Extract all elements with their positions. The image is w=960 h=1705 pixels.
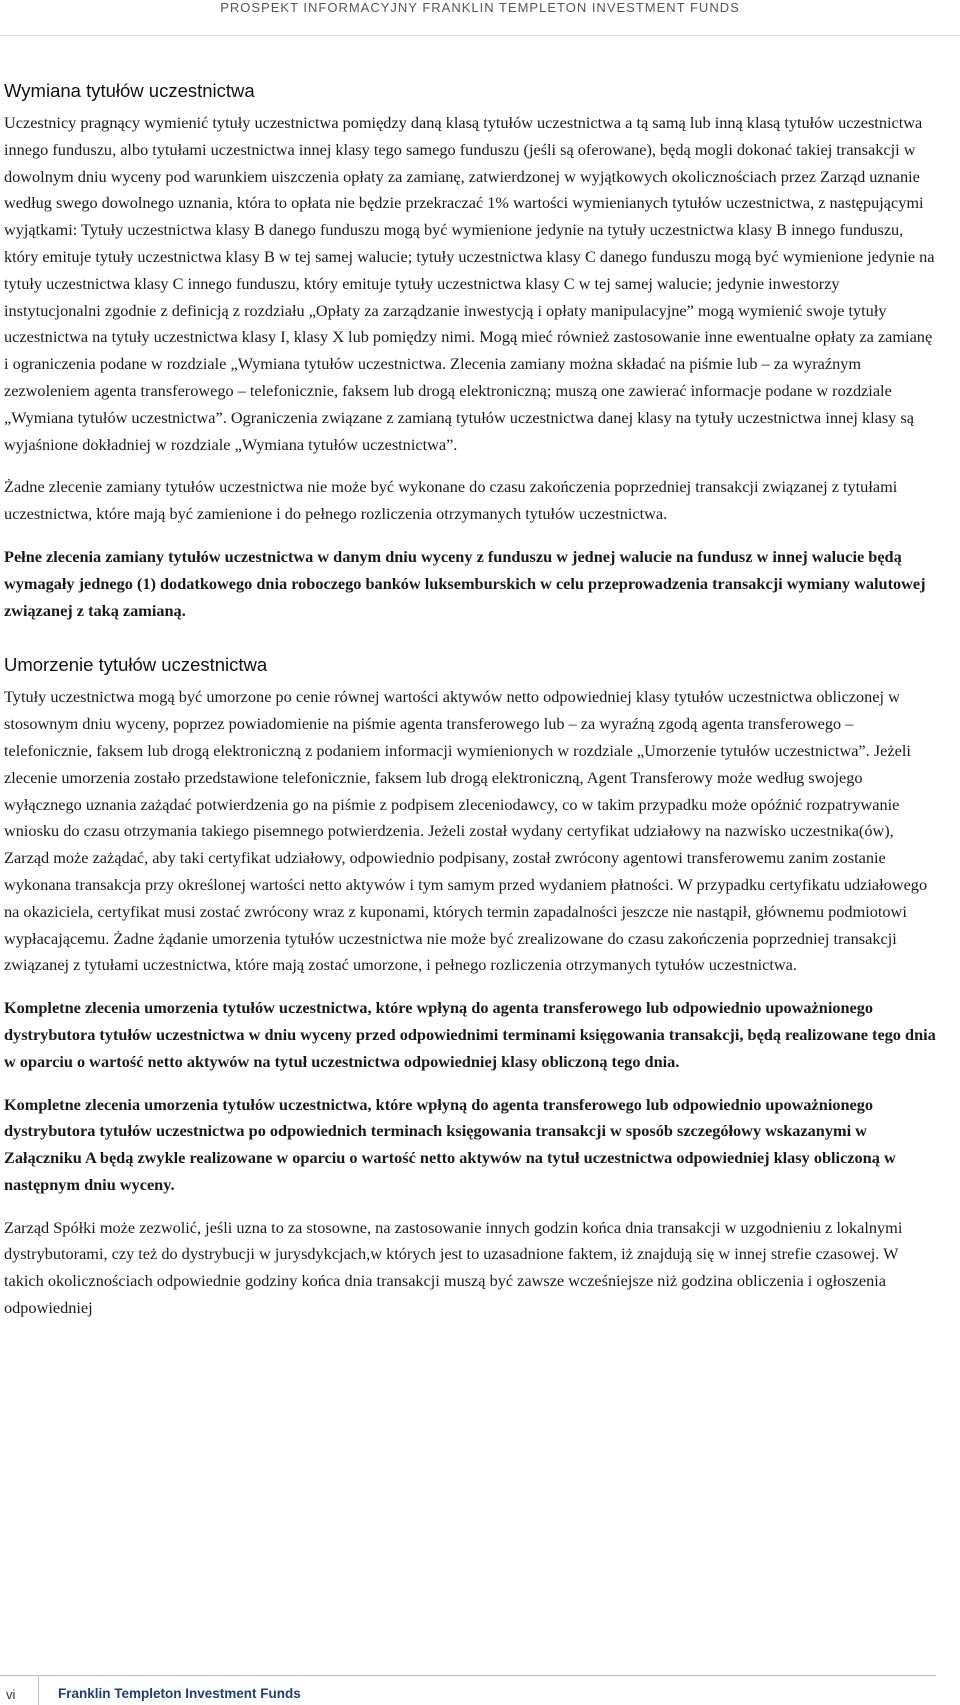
paragraph-redemption-after-cutoff: Kompletne zlecenia umorzenia tytułów uczestnictwa, które wpłyną do agenta transferowego lub odpowiednio upoważnionego dystrybutora tytułów uczestnictwa po odpowiednich terminach księgowania transakcji w sposób szczegółowy wskazanymi w Załączniku A będą zwykle realizowane w oparciu o wartość netto aktywów na tytuł uczestnictwa odpowiedniej klasy obliczoną w następnym dniu wyceny.: [4, 1094, 896, 1194]
footer-separator: [38, 1675, 39, 1705]
paragraph-exchange-conditions: Uczestnicy pragnący wymienić tytuły uczestnictwa pomiędzy daną klasą tytułów uczestnictwa a tą samą lub inną klasą tytułów uczestnictwa innego funduszu, albo tytułami uczestnictwa innej klasy tego samego funduszu (jeśli są oferowane), będą mogli dokonać takiej transakcji w dowolnym dniu wyceny pod warunkiem uiszczenia opłaty za zamianę, zatwierdzonej w wyjątkowych okolicznościach przez Zarząd uznanie według swego dowolnego uznania, która to opłata nie będzie przekraczać 1% wartości wymienianych tytułów uczestnictwa, z następującymi wyjątkami: Tytuły uczestnictwa klasy B danego funduszu mogą być wymienione jedynie na tytuły uczestnictwa klasy B innego funduszu, który emituje tytuły uczestnictwa klasy B w tej samej walucie; tytuły uczestnictwa klasy C danego funduszu mogą być wymienione jedynie na tytuły uczestnictwa klasy C innego funduszu, który emituje tytuły uczestnictwa klasy C w tej samej walucie; jedynie inwestorzy instytucjonalni zgodnie z definicją z rozdziału „Opłaty za zarządzanie inwestycją i opłaty manipulacyjne” mogą wymienić swoje tytuły uczestnictwa na tytuły uczestnictwa klasy I, klasy X lub pomiędzy nimi. Mogą mieć również zastosowanie inne ewentualne opłaty za zamianę i ograniczenia podane w rozdziale „Wymiana tytułów uczestnictwa. Zlecenia zamiany można składać na piśmie lub – za wyraźnym zezwoleniem agenta transferowego – telefonicznie, faksem lub drogą elektroniczną; muszą one zawierać informacje podane w rozdziale „Wymiana tytułów uczestnictwa”. Ograniczenia związane z zamianą tytułów uczestnictwa danej klasy na tytuły uczestnictwa innej klasy są wyjaśnione dokładniej w rozdziale „Wymiana tytułów uczestnictwa”.: [4, 113, 935, 454]
paragraph-exchange-currency: Pełne zlecenia zamiany tytułów uczestnictwa w danym dniu wyceny z funduszu w jednej walucie na fundusz w innej walucie będą wymagały jednego (1) dodatkowego dnia roboczego banków luksemburskich w celu przeprowadzenia transakcji wymiany walutowej związanej z taką zamianą.: [4, 546, 926, 620]
paragraph-exchange-pending: Żadne zlecenie zamiany tytułów uczestnictwa nie może być wykonane do czasu zakończenia poprzedniej transakcji związanej z tytułami uczestnictwa, które mają być zamienione i do pełnego rozliczenia otrzymanych tytułów uczestnictwa.: [4, 477, 898, 524]
section-heading-exchange: Wymiana tytułów uczestnictwa: [4, 80, 255, 101]
section-heading-redemption: Umorzenie tytułów uczestnictwa: [4, 654, 268, 676]
footer-brand: Franklin Templeton Investment Funds: [58, 1686, 301, 1701]
paragraph-redemption-other-hours: Zarząd Spółki może zezwolić, jeśli uzna to za stosowne, na zastosowanie innych godzin końca dnia transakcji w uzgodnieniu z lokalnymi dystrybutorami, czy też do dystrybucji w jurysdykcjach,w których jest to uzasadnione faktem, iż znajdują się w innej strefie czasowej. W takich okolicznościach odpowiednie godziny końca dnia transakcji muszą być zawsze wcześniejsze niż godzina obliczenia i ogłoszenia odpowiedniej: [4, 1217, 903, 1318]
paragraph-redemption-before-cutoff: Kompletne zlecenia umorzenia tytułów uczestnictwa, które wpłyną do agenta transferowego lub odpowiednio upoważnionego dystrybutora tytułów uczestnictwa w dniu wyceny przed odpowiednimi terminami księgowania transakcji, będą realizowane tego dnia w oparciu o wartość netto aktywów na tytuł uczestnictwa odpowiedniej klasy obliczoną tego dnia.: [4, 998, 936, 1071]
page-body: [4, 80, 936, 1338]
running-header-title: PROSPEKT INFORMACYJNY FRANKLIN TEMPLETON INVESTMENT FUNDS: [220, 0, 740, 15]
paragraph-redemption-conditions: Tytuły uczestnictwa mogą być umorzone po cenie równej wartości aktywów netto odpowiedniej klasy tytułów uczestnictwa obliczonej w stosownym dniu wyceny, poprzez powiadomienie na piśmie agenta transferowego lub – za wyraźną zgodą agenta transferowego – telefonicznie, faksem lub drogą elektroniczną z podaniem informacji wymienionych w rozdziale „Umorzenie tytułów uczestnictwa”. Jeżeli zlecenie umorzenia zostało przedstawione telefonicznie, faksem lub drogą elektroniczną, Agent Transferowy może według swojego wyłącznego uznania zażądać potwierdzenia go na piśmie z podpisem zleceniodawcy, co w takim przypadku może opóźnić rozpatrywanie wniosku do czasu otrzymania takiego pisemnego potwierdzenia. Jeżeli został wydany certyfikat udziałowy na nazwisko uczestnika(ów), Zarząd może zażądać, aby taki certyfikat udziałowy, odpowiednio podpisany, został zwrócony agentowi transferowemu zanim zostanie wykonana transakcja przy określonej wartości netto aktywów i tym samym przed wydaniem płatności. W przypadku certyfikatu udziałowego na okaziciela, certyfikat musi zostać zwrócony wraz z kuponami, których termin zapadalności jeszcze nie nastąpił, głównemu podmiotowi wypłacającemu. Żadne żądanie umorzenia tytułów uczestnictwa nie może być zrealizowane do czasu zakończenia poprzedniej transakcji związanej z tytułami uczestnictwa, które mają zostać umorzone, i pełnego rozliczenia otrzymanych tytułów uczestnictwa.: [4, 687, 928, 975]
footer-divider: [0, 1675, 936, 1676]
page-number: vi: [6, 1687, 16, 1702]
running-header: [0, 0, 960, 36]
